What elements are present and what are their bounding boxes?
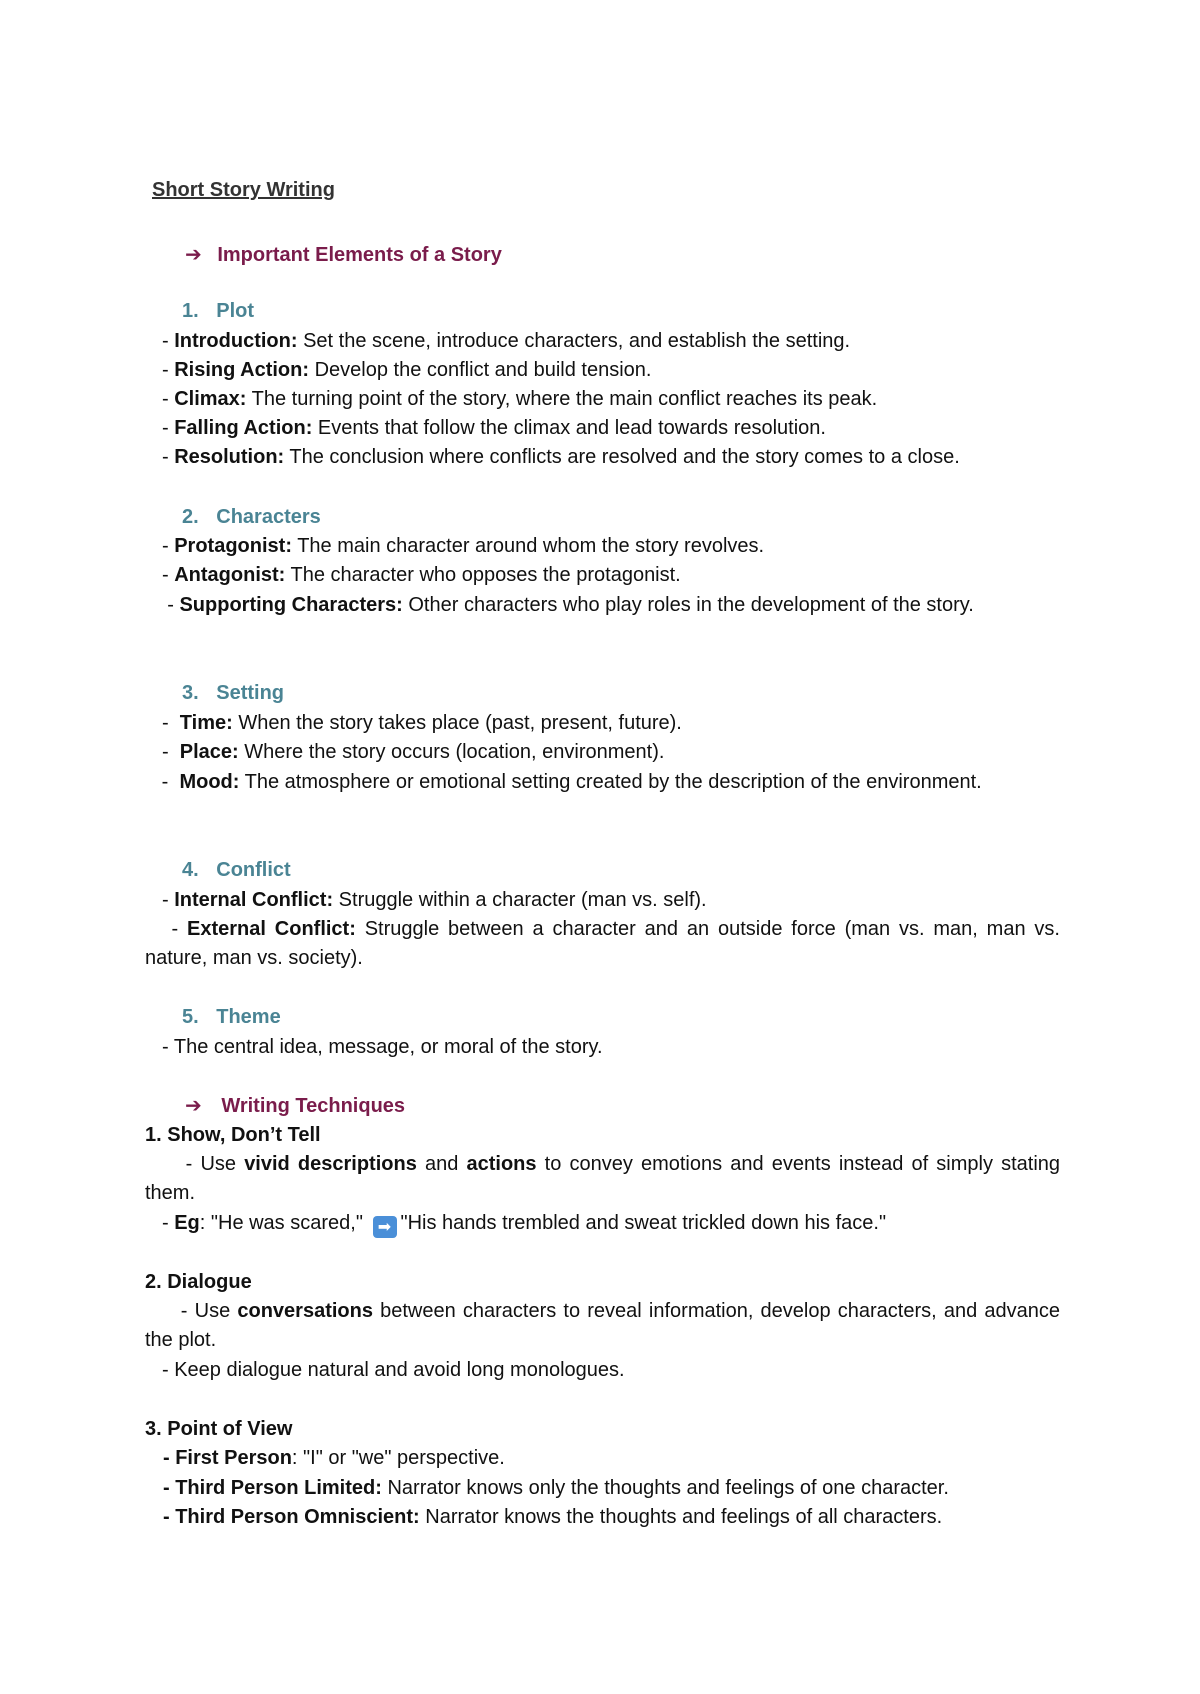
section-heading-techniques bbox=[185, 1092, 1100, 1121]
setting-item: - Time: When the story takes place (past, present, future). bbox=[162, 712, 682, 734]
characters-text: Other characters who play roles in the development of the story. bbox=[402, 594, 974, 616]
plot-term: Climax: bbox=[174, 388, 247, 410]
conflict-label: Conflict bbox=[216, 859, 291, 881]
dialogue-text: Use bbox=[194, 1300, 238, 1322]
show-bold: actions bbox=[466, 1153, 537, 1175]
conflict-text: Struggle within a character (man vs. self). bbox=[333, 889, 707, 911]
conflict-number: 4. bbox=[182, 859, 199, 881]
plot-text: Develop the conflict and build tension. bbox=[309, 359, 652, 381]
pov-item bbox=[163, 1474, 1078, 1503]
pov-heading: 3. Point of View bbox=[145, 1418, 293, 1440]
plot-term: Rising Action: bbox=[174, 359, 310, 381]
setting-label: Setting bbox=[216, 682, 285, 704]
setting-term: Time: bbox=[179, 712, 233, 734]
pov-item bbox=[163, 1444, 1078, 1473]
plot-item: - Resolution: The conclusion where conflicts are resolved and the story comes to a close. bbox=[162, 446, 960, 468]
conflict-term: Internal Conflict: bbox=[174, 889, 334, 911]
show-example: - Eg: "He was scared," ➡ "His hands trembled and sweat trickled down his face." bbox=[162, 1212, 887, 1236]
show-heading: 1. Show, Don’t Tell bbox=[145, 1124, 321, 1146]
right-arrow-icon: ➡ bbox=[373, 1216, 397, 1238]
characters-term: Protagonist: bbox=[174, 535, 292, 557]
plot-label: Plot bbox=[216, 300, 255, 322]
show-text: Use bbox=[200, 1153, 245, 1175]
pov-text: Narrator knows the thoughts and feelings of all characters. bbox=[419, 1506, 943, 1528]
characters-heading bbox=[182, 503, 1097, 532]
plot-item: - Rising Action: Develop the conflict and build tension. bbox=[162, 359, 652, 381]
characters-item: - Supporting Characters: Other characters who play roles in the development of the story. bbox=[145, 594, 974, 616]
setting-item: - Mood: The atmosphere or emotional setting created by the description of the environment. bbox=[145, 771, 982, 793]
pov-term: - Third Person Limited: bbox=[163, 1477, 382, 1499]
plot-text: Set the scene, introduce characters, and establish the setting. bbox=[297, 330, 851, 352]
characters-text: The main character around whom the story revolves. bbox=[292, 535, 765, 557]
eg-text: : "He was scared," bbox=[199, 1212, 363, 1234]
section-heading-elements-label: Important Elements of a Story bbox=[217, 244, 502, 266]
dialogue-heading: 2. Dialogue bbox=[145, 1271, 252, 1293]
show-text: and bbox=[416, 1153, 467, 1175]
setting-term: Mood: bbox=[179, 771, 240, 793]
conflict-heading bbox=[182, 856, 1097, 885]
show-text: to convey emotions and events instead of simply stating them. bbox=[145, 1153, 1061, 1204]
setting-heading bbox=[182, 679, 1097, 708]
plot-text: Events that follow the climax and lead towards resolution. bbox=[312, 417, 826, 439]
theme-heading bbox=[182, 1003, 1097, 1032]
dialogue-text: between characters to reveal information, develop characters, and advance the plot. bbox=[145, 1300, 1061, 1351]
dialogue-tip: - Keep dialogue natural and avoid long monologues. bbox=[162, 1359, 625, 1381]
characters-term: Antagonist: bbox=[174, 564, 286, 586]
plot-item: - Falling Action: Events that follow the climax and lead towards resolution. bbox=[162, 417, 826, 439]
setting-number: 3. bbox=[182, 682, 199, 704]
characters-text: The character who opposes the protagonist. bbox=[285, 564, 681, 586]
plot-text: The turning point of the story, where the main conflict reaches its peak. bbox=[246, 388, 878, 410]
arrow-icon: ➔ bbox=[185, 1095, 202, 1117]
dialogue-paragraph: - Use conversations between characters to reveal information, develop characters, and advance the plot. bbox=[145, 1300, 1061, 1351]
plot-term: Falling Action: bbox=[174, 417, 313, 439]
dialogue-bold: conversations bbox=[237, 1300, 373, 1322]
conflict-term: External Conflict: bbox=[187, 918, 356, 940]
eg-term: Eg bbox=[174, 1212, 200, 1234]
pov-text: Narrator knows only the thoughts and feelings of one character. bbox=[381, 1477, 949, 1499]
plot-term: Introduction: bbox=[174, 330, 298, 352]
characters-term: Supporting Characters: bbox=[179, 594, 403, 616]
eg-text: "His hands trembled and sweat trickled down his face." bbox=[400, 1212, 887, 1234]
pov-term: - First Person bbox=[163, 1447, 292, 1469]
show-bold: vivid descriptions bbox=[244, 1153, 417, 1175]
page-title: Short Story Writing bbox=[152, 179, 335, 201]
setting-term: Place: bbox=[179, 741, 239, 763]
theme-label: Theme bbox=[216, 1006, 281, 1028]
characters-item: - Protagonist: The main character around whom the story revolves. bbox=[162, 535, 765, 557]
setting-text: The atmosphere or emotional setting created by the description of the environment. bbox=[239, 771, 982, 793]
plot-number: 1. bbox=[182, 300, 199, 322]
show-paragraph: - Use vivid descriptions and actions to convey emotions and events instead of simply stating them. bbox=[145, 1153, 1061, 1204]
plot-item: - Introduction: Set the scene, introduce characters, and establish the setting. bbox=[162, 330, 851, 352]
pov-item bbox=[163, 1503, 1078, 1532]
setting-item: - Place: Where the story occurs (location, environment). bbox=[162, 741, 665, 763]
pov-text: : "I" or "we" perspective. bbox=[291, 1447, 505, 1469]
conflict-text: Struggle between a character and an outside force (man vs. man, man vs. nature, man vs. society). bbox=[145, 918, 1060, 969]
theme-text: - The central idea, message, or moral of the story. bbox=[162, 1036, 603, 1058]
section-heading-techniques-label: Writing Techniques bbox=[221, 1095, 406, 1117]
conflict-item: - External Conflict: Struggle between a character and an outside force (man vs. man, man vs. nature, man vs. society). bbox=[145, 918, 1060, 969]
characters-item: - Antagonist: The character who opposes the protagonist. bbox=[162, 564, 681, 586]
setting-text: When the story takes place (past, present, future). bbox=[232, 712, 682, 734]
plot-text: The conclusion where conflicts are resolved and the story comes to a close. bbox=[284, 446, 960, 468]
arrow-icon: ➔ bbox=[185, 244, 202, 266]
section-heading-elements bbox=[185, 241, 1100, 270]
pov-term: - Third Person Omniscient: bbox=[163, 1506, 420, 1528]
characters-number: 2. bbox=[182, 506, 199, 528]
setting-text: Where the story occurs (location, environment). bbox=[238, 741, 665, 763]
theme-number: 5. bbox=[182, 1006, 199, 1028]
plot-term: Resolution: bbox=[174, 446, 285, 468]
plot-heading bbox=[182, 297, 1097, 326]
characters-label: Characters bbox=[216, 506, 321, 528]
plot-item: - Climax: The turning point of the story, where the main conflict reaches its peak. bbox=[162, 388, 878, 410]
conflict-item: - Internal Conflict: Struggle within a character (man vs. self). bbox=[162, 889, 707, 911]
